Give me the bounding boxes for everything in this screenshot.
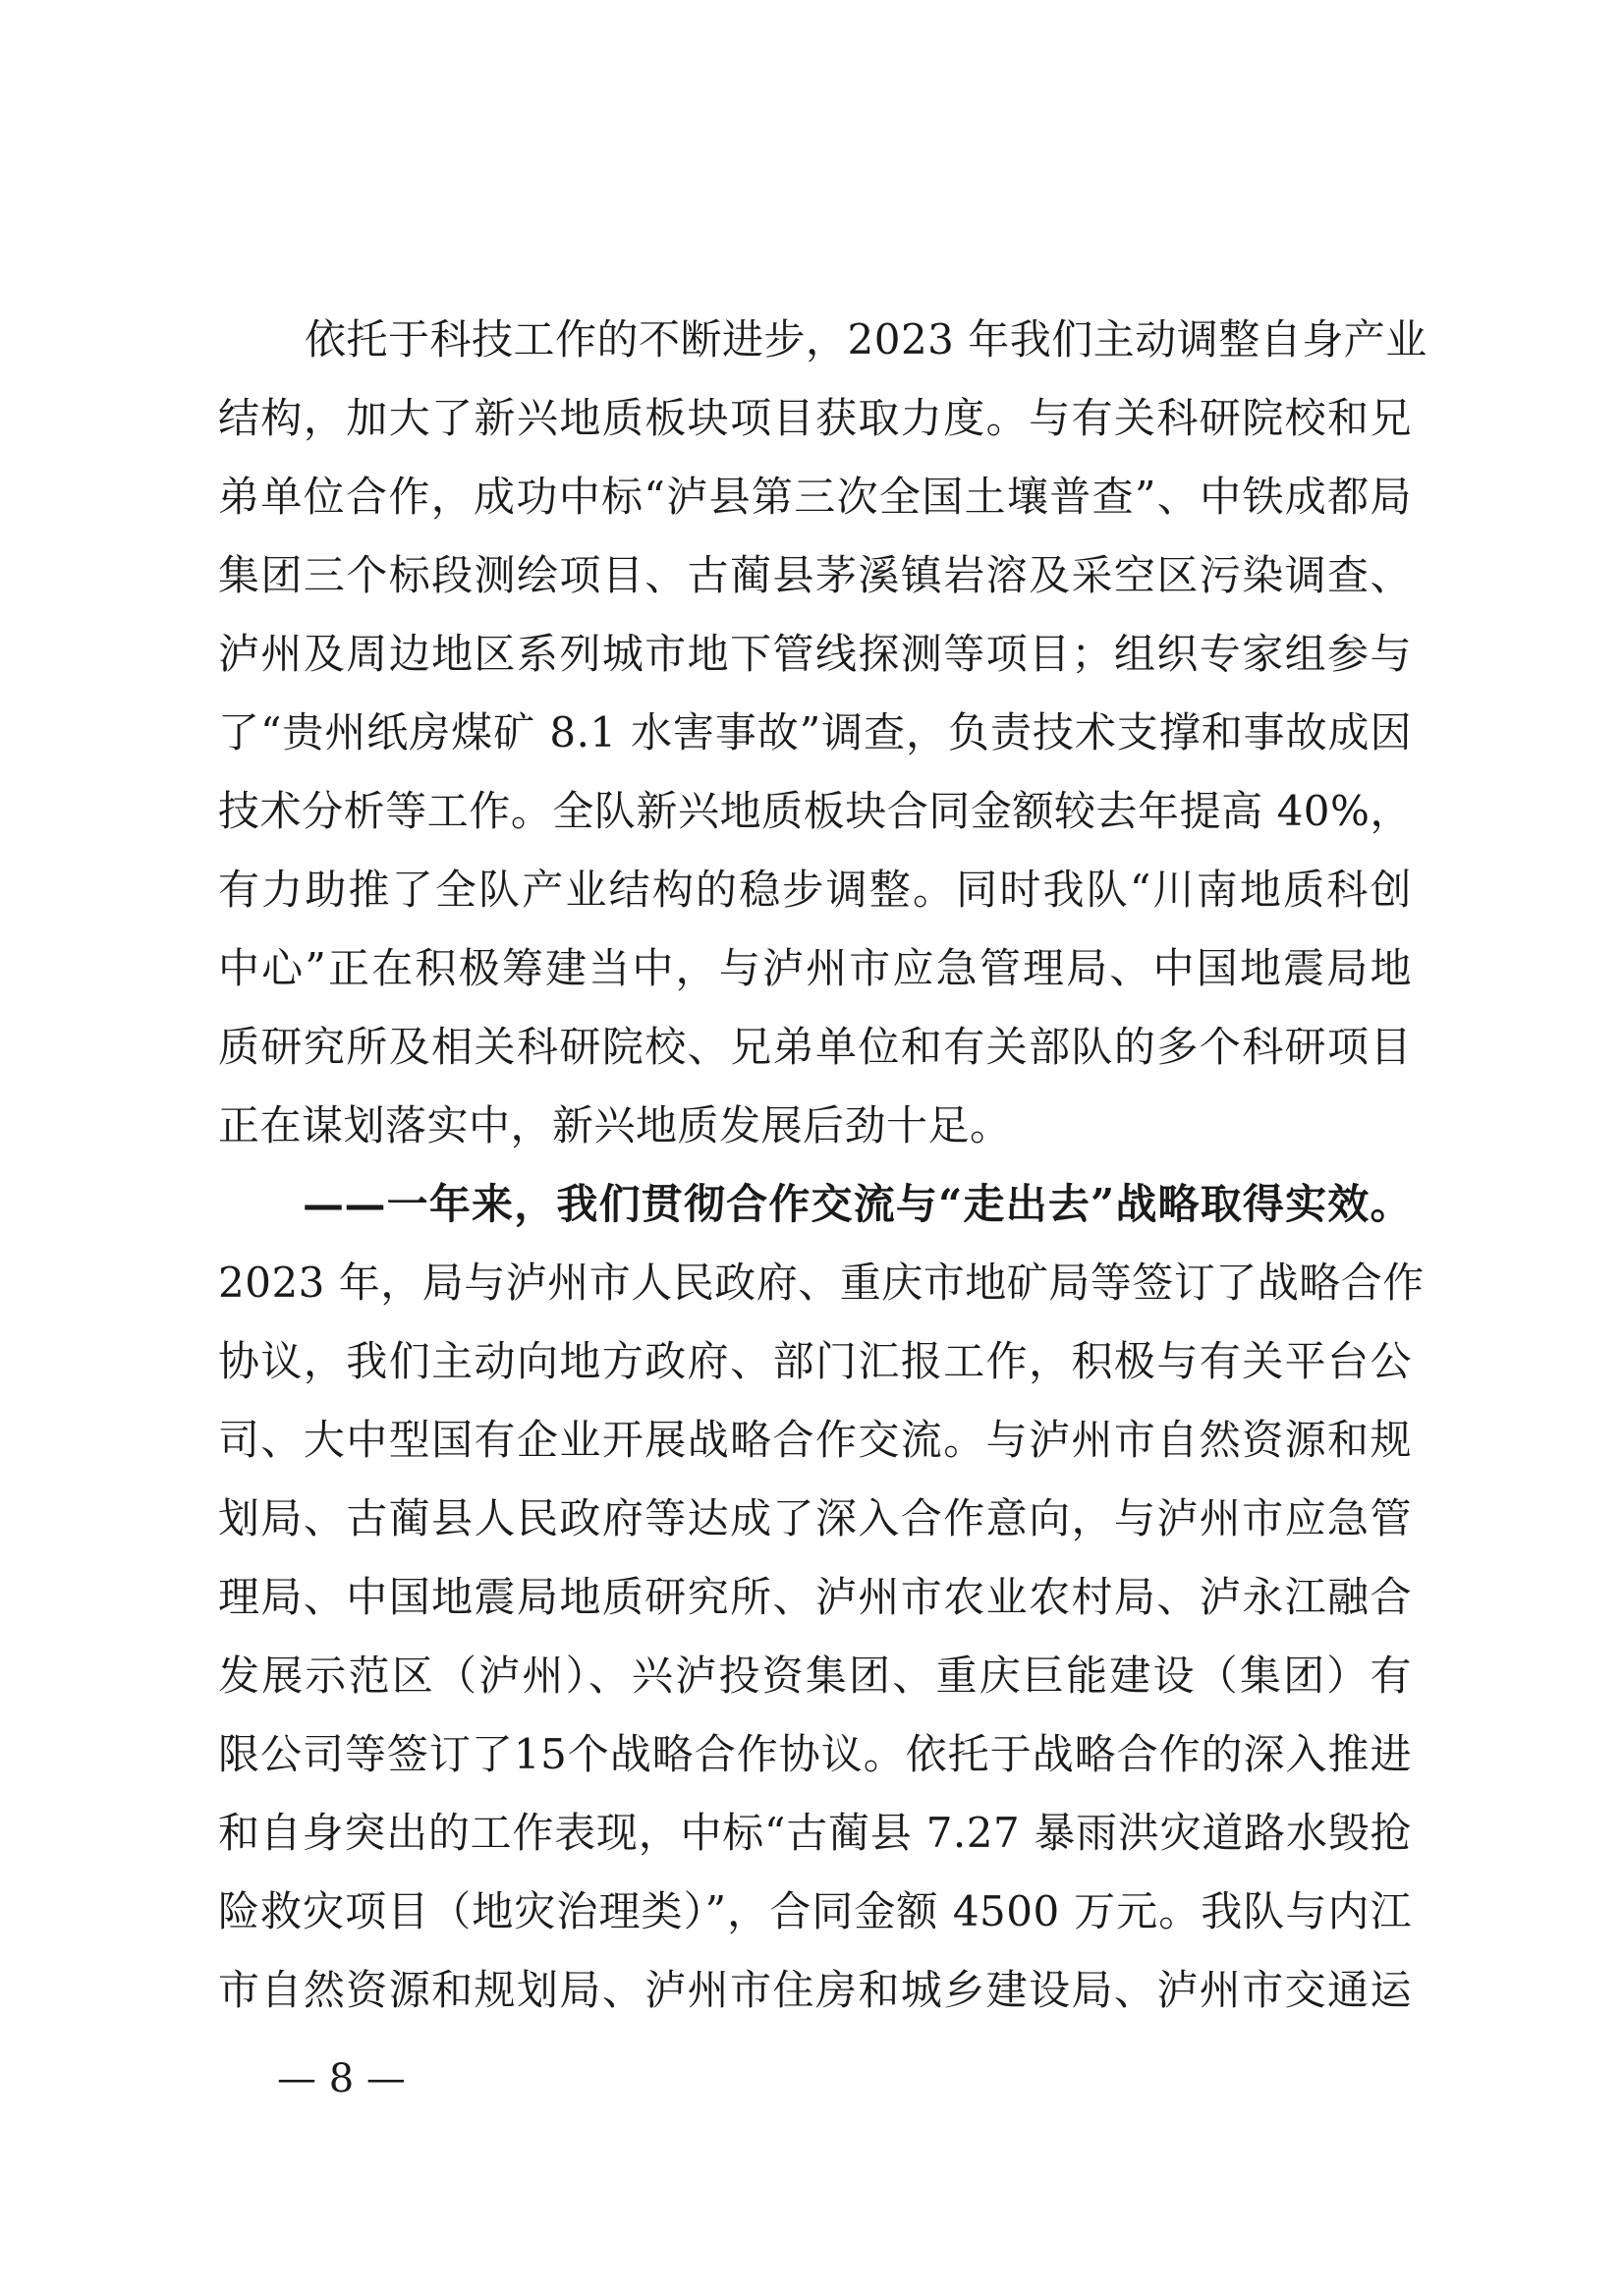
paragraph-1-line: 正在谋划落实中，新兴地质发展后劲十足。 <box>218 1101 1012 1149</box>
paragraph-1-line: 有力助推了全队产业结构的稳步调整。同时我队“川南地质科创 <box>218 866 1412 914</box>
section-heading: ——一年来，我们贯彻合作交流与“走出去”战略取得实效。 <box>303 1180 1412 1228</box>
paragraph-1-line: 技术分析等工作。全队新兴地质板块合同金额较去年提高 40%， <box>218 787 1412 835</box>
paragraph-1-line: 依托于科技工作的不断进步，2023 年我们主动调整自身产业 <box>305 315 1427 364</box>
paragraph-2-line: 发展示范区（泸州）、兴泸投资集团、重庆巨能建设（集团）有 <box>218 1652 1412 1700</box>
body-text <box>218 301 1427 2030</box>
paragraph-1-line: 了“贵州纸房煤矿 8.1 水害事故”调查，负责技术支撑和事故成因 <box>218 708 1412 756</box>
paragraph-1-line: 中心”正在积极筹建当中，与泸州市应急管理局、中国地震局地 <box>218 944 1412 992</box>
paragraph-2-line: 协议，我们主动向地方政府、部门汇报工作，积极与有关平台公 <box>218 1337 1412 1385</box>
paragraph-1-line: 质研究所及相关科研院校、兄弟单位和有关部队的多个科研项目 <box>218 1023 1412 1071</box>
paragraph-1-line: 弟单位合作，成功中标“泸县第三次全国土壤普查”、中铁成都局 <box>218 473 1412 521</box>
paragraph-2-line: 和自身突出的工作表现，中标“古蔺县 7.27 暴雨洪灾道路水毁抢 <box>218 1809 1412 1857</box>
page-number: — 8 — <box>277 2056 406 2101</box>
paragraph-2-line: 限公司等签订了15个战略合作协议。依托于战略合作的深入推进 <box>218 1730 1412 1778</box>
paragraph-2-line: 划局、古蔺县人民政府等达成了深入合作意向，与泸州市应急管 <box>218 1494 1412 1542</box>
paragraph-2-line: 司、大中型国有企业开展战略合作交流。与泸州市自然资源和规 <box>218 1416 1412 1464</box>
paragraph-1-line: 泸州及周边地区系列城市地下管线探测等项目；组织专家组参与 <box>218 630 1412 678</box>
paragraph-2-line: 理局、中国地震局地质研究所、泸州市农业农村局、泸永江融合 <box>218 1573 1412 1621</box>
paragraph-1-line: 集团三个标段测绘项目、古蔺县茅溪镇岩溶及采空区污染调查、 <box>218 551 1412 599</box>
paragraph-2-line: 2023 年，局与泸州市人民政府、重庆市地矿局等签订了战略合作 <box>218 1259 1425 1307</box>
paragraph-2-line: 市自然资源和规划局、泸州市住房和城乡建设局、泸州市交通运 <box>218 1966 1412 2014</box>
paragraph-2-line: 险救灾项目（地灾治理类）”，合同金额 4500 万元。我队与内江 <box>218 1887 1412 1935</box>
paragraph-1-line: 结构，加大了新兴地质板块项目获取力度。与有关科研院校和兄 <box>218 394 1412 442</box>
